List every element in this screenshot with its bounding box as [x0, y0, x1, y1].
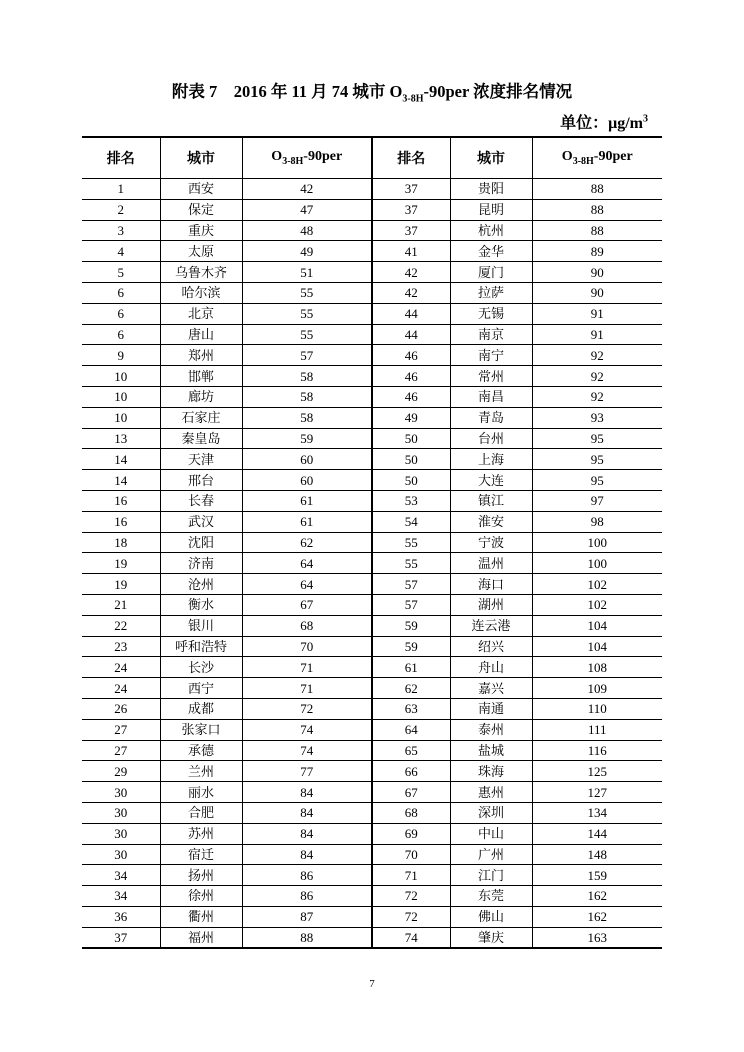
city-cell: 江门 [450, 865, 532, 886]
value-cell: 60 [242, 470, 372, 491]
city-cell: 盐城 [450, 740, 532, 761]
value-cell: 91 [532, 324, 662, 345]
value-cell: 144 [532, 823, 662, 844]
table-row [82, 553, 662, 574]
rank-cell: 72 [372, 906, 450, 927]
city-cell: 秦皇岛 [160, 428, 242, 449]
rank-cell: 1 [82, 179, 160, 200]
rank-cell: 19 [82, 574, 160, 595]
value-cell: 84 [242, 844, 372, 865]
city-cell: 张家口 [160, 719, 242, 740]
rank-cell: 44 [372, 324, 450, 345]
value-cell: 95 [532, 449, 662, 470]
rank-cell: 37 [82, 927, 160, 948]
city-cell: 湖州 [450, 594, 532, 615]
city-cell: 厦门 [450, 262, 532, 283]
title-prefix: 附表 7 2016 年 11 月 74 城市 O [171, 82, 403, 101]
city-cell: 金华 [450, 241, 532, 262]
value-cell: 92 [532, 366, 662, 387]
rank-cell: 66 [372, 761, 450, 782]
ranking-table-body [82, 179, 662, 949]
table-row [82, 698, 662, 719]
rank-cell: 16 [82, 511, 160, 532]
rank-cell: 46 [372, 386, 450, 407]
value-cell: 88 [532, 179, 662, 200]
value-cell: 42 [242, 179, 372, 200]
value-cell: 159 [532, 865, 662, 886]
rank-cell: 30 [82, 802, 160, 823]
city-cell: 上海 [450, 449, 532, 470]
table-row [82, 844, 662, 865]
value-cell: 47 [242, 199, 372, 220]
rank-cell: 46 [372, 366, 450, 387]
title-subscript: 3-8H [402, 93, 424, 105]
value-cell: 59 [242, 428, 372, 449]
table-row [82, 532, 662, 553]
rank-cell: 37 [372, 179, 450, 200]
table-row [82, 490, 662, 511]
city-cell: 佛山 [450, 906, 532, 927]
rank-cell: 42 [372, 262, 450, 283]
value-cell: 93 [532, 407, 662, 428]
value-cell: 84 [242, 802, 372, 823]
city-cell: 淮安 [450, 511, 532, 532]
rank-cell: 24 [82, 657, 160, 678]
city-cell: 连云港 [450, 615, 532, 636]
value-cell: 98 [532, 511, 662, 532]
table-row [82, 324, 662, 345]
table-row [82, 802, 662, 823]
unit-text: 单位：μg/m [560, 115, 643, 132]
value-cell: 58 [242, 407, 372, 428]
rank-cell: 46 [372, 345, 450, 366]
rank-cell: 19 [82, 553, 160, 574]
table-row [82, 366, 662, 387]
value-cell: 58 [242, 386, 372, 407]
value-cell: 88 [532, 220, 662, 241]
rank-cell: 41 [372, 241, 450, 262]
city-cell: 东莞 [450, 886, 532, 907]
rank-cell: 53 [372, 490, 450, 511]
rank-cell: 72 [372, 886, 450, 907]
value-cell: 162 [532, 906, 662, 927]
city-cell: 广州 [450, 844, 532, 865]
city-cell: 邢台 [160, 470, 242, 491]
value-cell: 148 [532, 844, 662, 865]
value-cell: 90 [532, 282, 662, 303]
value-cell: 86 [242, 865, 372, 886]
value-cell: 89 [532, 241, 662, 262]
city-cell: 福州 [160, 927, 242, 948]
city-cell: 长春 [160, 490, 242, 511]
rank-cell: 37 [372, 220, 450, 241]
rank-cell: 36 [82, 906, 160, 927]
rank-cell: 14 [82, 449, 160, 470]
city-cell: 兰州 [160, 761, 242, 782]
value-cell: 95 [532, 470, 662, 491]
rank-cell: 59 [372, 636, 450, 657]
header-city-right: 城市 [450, 137, 532, 179]
rank-cell: 68 [372, 802, 450, 823]
value-cell: 88 [532, 199, 662, 220]
city-cell: 郑州 [160, 345, 242, 366]
city-cell: 温州 [450, 553, 532, 574]
value-cell: 64 [242, 553, 372, 574]
value-cell: 90 [532, 262, 662, 283]
table-row [82, 241, 662, 262]
city-cell: 大连 [450, 470, 532, 491]
value-cell: 108 [532, 657, 662, 678]
city-cell: 惠州 [450, 782, 532, 803]
rank-cell: 22 [82, 615, 160, 636]
table-row [82, 220, 662, 241]
table-row [82, 719, 662, 740]
header-value-sub: 3-8H [572, 155, 594, 167]
rank-cell: 54 [372, 511, 450, 532]
city-cell: 西安 [160, 179, 242, 200]
city-cell: 北京 [160, 303, 242, 324]
header-value-prefix: O [271, 149, 283, 165]
city-cell: 南通 [450, 698, 532, 719]
header-value-left [242, 137, 372, 179]
rank-cell: 26 [82, 698, 160, 719]
value-cell: 84 [242, 782, 372, 803]
table-row [82, 594, 662, 615]
city-cell: 合肥 [160, 802, 242, 823]
table-row [82, 262, 662, 283]
table-row [82, 865, 662, 886]
header-value-prefix: O [561, 149, 573, 165]
rank-cell: 57 [372, 574, 450, 595]
table-row [82, 906, 662, 927]
header-rank-left: 排名 [82, 137, 160, 179]
city-cell: 乌鲁木齐 [160, 262, 242, 283]
city-cell: 天津 [160, 449, 242, 470]
header-city-left: 城市 [160, 137, 242, 179]
value-cell: 49 [242, 241, 372, 262]
value-cell: 104 [532, 636, 662, 657]
rank-cell: 50 [372, 428, 450, 449]
value-cell: 88 [242, 927, 372, 948]
city-cell: 衢州 [160, 906, 242, 927]
city-cell: 泰州 [450, 719, 532, 740]
city-cell: 拉萨 [450, 282, 532, 303]
rank-cell: 67 [372, 782, 450, 803]
city-cell: 南京 [450, 324, 532, 345]
rank-cell: 34 [82, 886, 160, 907]
city-cell: 昆明 [450, 199, 532, 220]
rank-cell: 69 [372, 823, 450, 844]
rank-cell: 63 [372, 698, 450, 719]
rank-cell: 71 [372, 865, 450, 886]
city-cell: 青岛 [450, 407, 532, 428]
city-cell: 台州 [450, 428, 532, 449]
city-cell: 肇庆 [450, 927, 532, 948]
city-cell: 邯郸 [160, 366, 242, 387]
value-cell: 74 [242, 719, 372, 740]
rank-cell: 65 [372, 740, 450, 761]
rank-cell: 2 [82, 199, 160, 220]
rank-cell: 49 [372, 407, 450, 428]
rank-cell: 55 [372, 532, 450, 553]
rank-cell: 30 [82, 782, 160, 803]
value-cell: 127 [532, 782, 662, 803]
city-cell: 济南 [160, 553, 242, 574]
rank-cell: 42 [372, 282, 450, 303]
rank-cell: 6 [82, 303, 160, 324]
value-cell: 72 [242, 698, 372, 719]
rank-cell: 14 [82, 470, 160, 491]
rank-cell: 64 [372, 719, 450, 740]
value-cell: 64 [242, 574, 372, 595]
rank-cell: 50 [372, 470, 450, 491]
table-row [82, 678, 662, 699]
city-cell: 嘉兴 [450, 678, 532, 699]
rank-cell: 27 [82, 740, 160, 761]
table-row [82, 407, 662, 428]
city-cell: 海口 [450, 574, 532, 595]
city-cell: 镇江 [450, 490, 532, 511]
table-row [82, 886, 662, 907]
value-cell: 48 [242, 220, 372, 241]
city-cell: 哈尔滨 [160, 282, 242, 303]
value-cell: 109 [532, 678, 662, 699]
table-row [82, 199, 662, 220]
value-cell: 71 [242, 657, 372, 678]
value-cell: 71 [242, 678, 372, 699]
table-row [82, 574, 662, 595]
rank-cell: 37 [372, 199, 450, 220]
city-cell: 唐山 [160, 324, 242, 345]
city-cell: 南昌 [450, 386, 532, 407]
value-cell: 163 [587, 930, 607, 946]
value-cell: 51 [242, 262, 372, 283]
city-cell: 杭州 [450, 220, 532, 241]
value-cell: 70 [242, 636, 372, 657]
table-row [82, 927, 662, 948]
rank-cell: 3 [82, 220, 160, 241]
city-cell: 廊坊 [160, 386, 242, 407]
table-row [82, 303, 662, 324]
table-row [82, 740, 662, 761]
rank-cell: 59 [372, 615, 450, 636]
value-cell: 61 [242, 490, 372, 511]
table-row [82, 636, 662, 657]
rank-cell: 61 [372, 657, 450, 678]
value-cell: 92 [532, 386, 662, 407]
value-cell: 97 [532, 490, 662, 511]
rank-cell: 13 [82, 428, 160, 449]
city-cell: 珠海 [450, 761, 532, 782]
city-cell: 呼和浩特 [160, 636, 242, 657]
value-cell: 162 [532, 886, 662, 907]
city-cell: 重庆 [160, 220, 242, 241]
rank-cell: 62 [372, 678, 450, 699]
ranking-table [82, 136, 662, 949]
table-row [82, 345, 662, 366]
header-value-suffix: -90per [593, 149, 633, 165]
rank-cell: 29 [82, 761, 160, 782]
rank-cell: 30 [82, 823, 160, 844]
table-row [82, 511, 662, 532]
rank-cell: 9 [82, 345, 160, 366]
rank-cell: 24 [82, 678, 160, 699]
rank-cell: 21 [82, 594, 160, 615]
value-cell: 55 [242, 324, 372, 345]
value-cell: 87 [242, 906, 372, 927]
value-cell: 92 [532, 345, 662, 366]
city-cell: 石家庄 [160, 407, 242, 428]
page-number: 7 [369, 978, 375, 990]
city-cell: 深圳 [450, 802, 532, 823]
value-cell: 77 [242, 761, 372, 782]
rank-cell: 27 [82, 719, 160, 740]
table-row [82, 179, 662, 200]
city-cell: 无锡 [450, 303, 532, 324]
table-row [82, 823, 662, 844]
value-cell: 110 [532, 698, 662, 719]
table-row [82, 782, 662, 803]
rank-cell: 70 [372, 844, 450, 865]
city-cell: 衡水 [160, 594, 242, 615]
city-cell: 西宁 [160, 678, 242, 699]
table-row [82, 386, 662, 407]
city-cell: 舟山 [450, 657, 532, 678]
unit-superscript: 3 [643, 113, 648, 125]
page-title [0, 78, 744, 104]
table-row [82, 470, 662, 491]
city-cell: 中山 [450, 823, 532, 844]
city-cell: 苏州 [160, 823, 242, 844]
table-row [82, 428, 662, 449]
value-cell: 100 [532, 532, 662, 553]
city-cell: 保定 [160, 199, 242, 220]
city-cell: 丽水 [160, 782, 242, 803]
rank-cell: 10 [82, 386, 160, 407]
header-value-sub: 3-8H [282, 155, 304, 167]
value-cell: 68 [242, 615, 372, 636]
value-cell: 95 [532, 428, 662, 449]
city-cell: 承德 [160, 740, 242, 761]
value-cell: 67 [242, 594, 372, 615]
table-row [82, 449, 662, 470]
city-cell: 绍兴 [450, 636, 532, 657]
rank-cell: 16 [82, 490, 160, 511]
value-cell: 84 [242, 823, 372, 844]
rank-cell: 44 [372, 303, 450, 324]
value-cell: 61 [242, 511, 372, 532]
value-cell: 100 [532, 553, 662, 574]
city-cell: 成都 [160, 698, 242, 719]
city-cell: 宿迁 [160, 844, 242, 865]
rank-cell: 18 [82, 532, 160, 553]
rank-cell: 5 [82, 262, 160, 283]
city-cell: 贵阳 [450, 179, 532, 200]
title-suffix: -90per 浓度排名情况 [423, 82, 573, 101]
city-cell: 徐州 [160, 886, 242, 907]
rank-cell: 30 [82, 844, 160, 865]
rank-cell: 10 [82, 366, 160, 387]
value-cell: 86 [242, 886, 372, 907]
table-row [82, 282, 662, 303]
value-cell: 62 [242, 532, 372, 553]
value-cell: 74 [242, 740, 372, 761]
rank-cell: 4 [82, 241, 160, 262]
header-row [82, 137, 662, 179]
value-cell: 55 [242, 303, 372, 324]
value-cell: 134 [532, 802, 662, 823]
value-cell: 57 [242, 345, 372, 366]
rank-cell: 6 [82, 282, 160, 303]
rank-cell: 57 [372, 594, 450, 615]
value-cell: 91 [532, 303, 662, 324]
value-cell: 58 [242, 366, 372, 387]
value-cell: 116 [532, 740, 662, 761]
value-cell: 111 [532, 719, 662, 740]
rank-cell: 55 [372, 553, 450, 574]
rank-cell: 50 [372, 449, 450, 470]
city-cell: 银川 [160, 615, 242, 636]
header-value-right [532, 137, 662, 179]
city-cell: 宁波 [450, 532, 532, 553]
table-row [82, 761, 662, 782]
city-cell: 太原 [160, 241, 242, 262]
city-cell: 长沙 [160, 657, 242, 678]
rank-cell: 34 [82, 865, 160, 886]
rank-cell: 74 [372, 927, 450, 948]
header-value-suffix: -90per [303, 149, 343, 165]
rank-cell: 6 [82, 324, 160, 345]
city-cell: 武汉 [160, 511, 242, 532]
header-rank-right: 排名 [372, 137, 450, 179]
city-cell: 常州 [450, 366, 532, 387]
value-cell: 55 [242, 282, 372, 303]
value-cell: 102 [532, 594, 662, 615]
value-cell: 104 [532, 615, 662, 636]
city-cell: 沧州 [160, 574, 242, 595]
city-cell: 南宁 [450, 345, 532, 366]
value-cell: 60 [242, 449, 372, 470]
unit-label [560, 110, 648, 133]
value-cell: 125 [532, 761, 662, 782]
city-cell: 扬州 [160, 865, 242, 886]
rank-cell: 23 [82, 636, 160, 657]
rank-cell: 10 [82, 407, 160, 428]
value-cell: 102 [532, 574, 662, 595]
table-row [82, 657, 662, 678]
table-row [82, 615, 662, 636]
city-cell: 沈阳 [160, 532, 242, 553]
